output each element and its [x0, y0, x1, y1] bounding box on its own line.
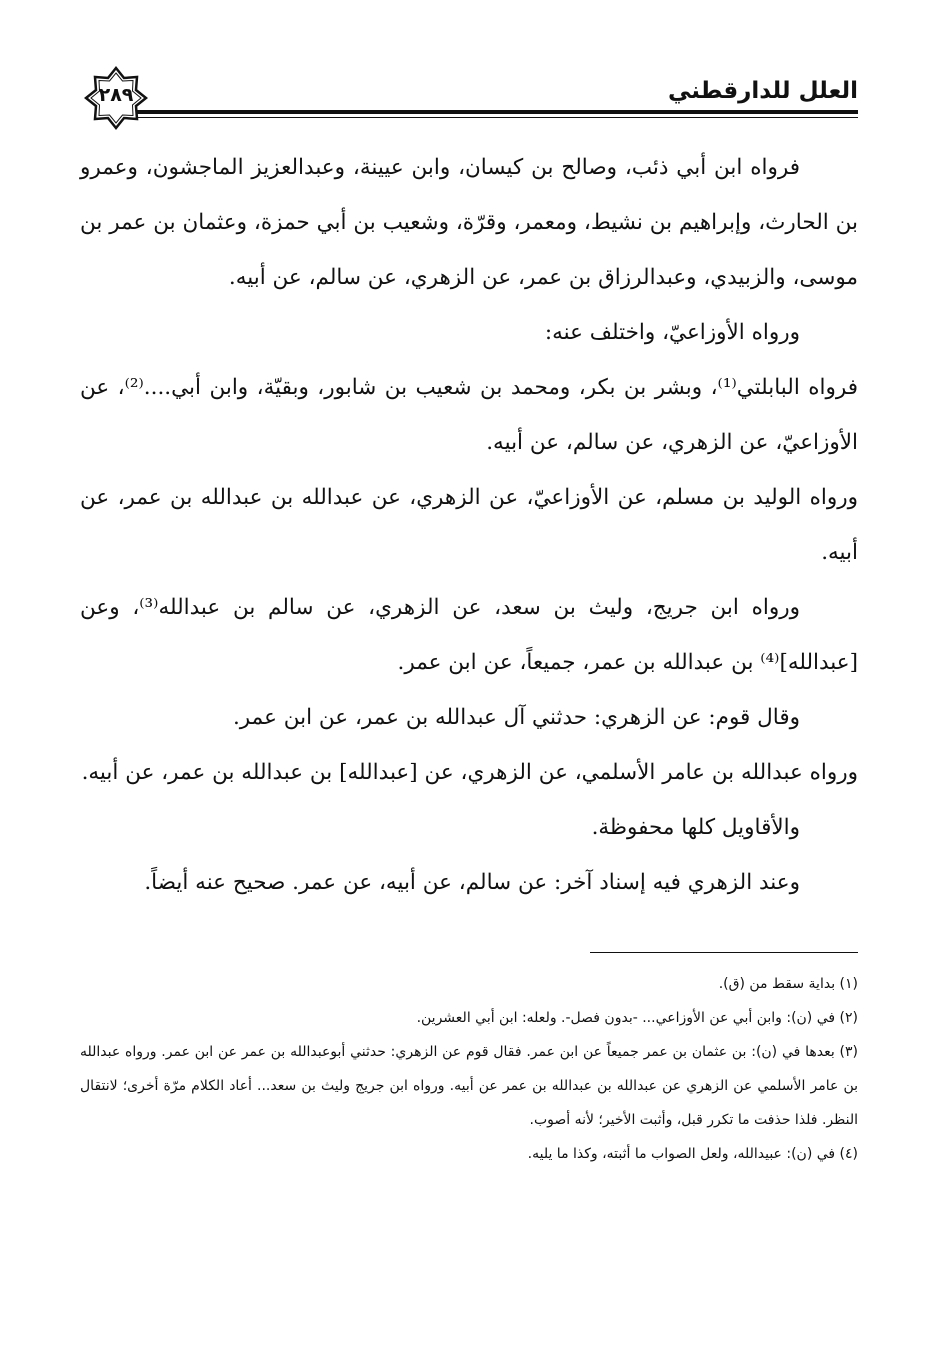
header-rule-thin [136, 117, 858, 118]
main-text [80, 140, 858, 910]
footnote: (٣) بعدها في (ن): بن عثمان بن عمر جميعاً عن ابن عمر. فقال قوم عن الزهري: حدثني أبوعبدالله بن عمر عن ابن عمر. ورواه عبدالله بن عامر الأسلمي عن الزهري عن عبدالله بن عبدالله بن عمر عن أبيه. ورواه ابن جريج وليث بن سعد... أعاد الكلام مرّة أخرى؛ لانتقال النظر. فلذا حذفت ما تكرر قبل، وأثبت الأخير؛ لأنه أصوب. [80, 1044, 858, 1128]
paragraph: ورواه ابن جريج، وليث بن سعد، عن الزهري، عن سالم بن عبدالله⁽³⁾، وعن [عبدالله]⁽⁴⁾ بن عبدالله بن عمر، جميعاً، عن ابن عمر. [80, 595, 858, 675]
page-number: ٢٨٩ [98, 84, 134, 106]
footnote: (٢) في (ن): وابن أبي عن الأوزاعي... -بدون فصل-. ولعله: ابن أبي العشرين. [416, 1010, 858, 1026]
page-header [76, 66, 858, 136]
footnotes [80, 967, 858, 1171]
footnote: (١) بداية سقط من (ق). [718, 976, 858, 992]
paragraph: وعند الزهري فيه إسناد آخر: عن سالم، عن أبيه، عن عمر. صحيح عنه أيضاً. [144, 870, 800, 895]
paragraph: والأقاويل كلها محفوظة. [591, 815, 800, 840]
paragraph: فرواه البابلتي⁽¹⁾، وبشر بن بكر، ومحمد بن شعيب بن شابور، وبقيّة، وابن أبي....⁽²⁾، عن الأوزاعيّ، عن الزهري، عن سالم، عن أبيه. [80, 375, 859, 455]
paragraph: ورواه الأوزاعيّ، واختلف عنه: [544, 320, 800, 345]
paragraph: وقال قوم: عن الزهري: حدثني آل عبدالله بن عمر، عن ابن عمر. [232, 705, 800, 730]
running-title: العلل للدارقطني [668, 78, 858, 104]
paragraph: ورواه الوليد بن مسلم، عن الأوزاعيّ، عن الزهري، عن عبدالله بن عبدالله بن عمر، عن أبيه. [80, 485, 858, 565]
header-rule [136, 110, 858, 114]
paragraph: فرواه ابن أبي ذئب، وصالح بن كيسان، وابن عيينة، وعبدالعزيز الماجشون، وعمرو بن الحارث، وإبراهيم بن نشيط، ومعمر، وقرّة، وشعيب بن أبي حمزة، وعثمان بن عمر بن موسى، والزبيدي، وعبدالرزاق بن عمر، عن الزهري، عن سالم، عن أبيه. [80, 155, 858, 290]
footnote: (٤) في (ن): عبيدالله، ولعل الصواب ما أثبته، وكذا ما يليه. [527, 1146, 858, 1162]
footnote-separator [590, 952, 858, 953]
paragraph: ورواه عبدالله بن عامر الأسلمي، عن الزهري، عن [عبدالله] بن عبدالله بن عمر، عن أبيه. [81, 760, 858, 785]
page-number-badge [84, 66, 148, 130]
